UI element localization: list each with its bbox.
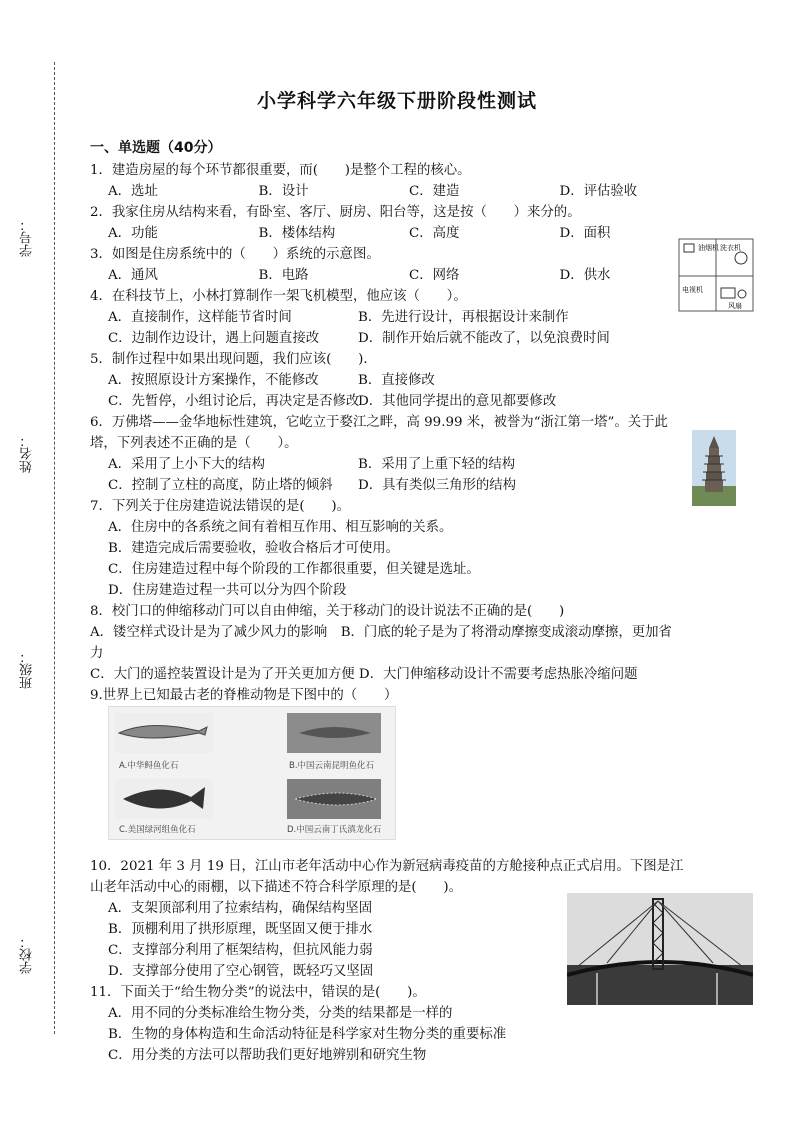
option-row bbox=[90, 223, 710, 244]
question-stem: 4．在科技节上，小林打算制作一架飞机模型，他应该（ ）。 bbox=[90, 289, 467, 304]
question-stem: 11．下面关于“给生物分类”的说法中，错误的是( )。 bbox=[90, 985, 426, 1000]
pagoda-photo bbox=[692, 430, 736, 506]
question-stem: 10．2021 年 3 月 19 日，江山市老年活动中心作为新冠病毒疫苗的方舱接种点正式启用。下图是江 bbox=[90, 859, 684, 874]
option-line[interactable]: C．大门的遥控装置设计是为了开关更加方便 D．大门伸缩移动设计不需要考虑热胀冷缩问题 bbox=[90, 667, 638, 682]
option[interactable]: A．选址 bbox=[108, 184, 158, 199]
option[interactable]: A．支架顶部利用了拉索结构，确保结构坚固 bbox=[108, 901, 373, 916]
class-label: 班级： bbox=[20, 650, 35, 689]
option-row bbox=[90, 181, 710, 202]
circuit-diagram-figure bbox=[676, 236, 756, 314]
option[interactable]: C．支撑部分利用了框架结构，但抗风能力弱 bbox=[108, 943, 373, 958]
option[interactable]: B．生物的身体构造和生命活动特征是科学家对生物分类的重要标准 bbox=[108, 1027, 507, 1042]
option-line[interactable]: 力 bbox=[90, 646, 104, 661]
question-stem: 7．下列关于住房建造说法错误的是( )。 bbox=[90, 499, 350, 514]
question-stem: 2．我家住房从结构来看，有卧室、客厅、厨房、阳台等，这是按（ ）来分的。 bbox=[90, 205, 581, 220]
option[interactable]: A．用不同的分类标准给生物分类，分类的结果都是一样的 bbox=[108, 1006, 453, 1021]
question-stem: 3．如图是住房系统中的（ ）系统的示意图。 bbox=[90, 247, 380, 262]
option[interactable]: C．边制作边设计，遇上问题直接改 bbox=[108, 331, 320, 346]
option[interactable]: A．直接制作，这样能节省时间 bbox=[108, 310, 292, 325]
school-label: 学校： bbox=[20, 935, 35, 974]
option[interactable]: A．住房中的各系统之间有着相互作用、相互影响的关系。 bbox=[108, 520, 453, 535]
canopy-photo bbox=[567, 893, 753, 1005]
option[interactable]: B．建造完成后需要验收，验收合格后才可使用。 bbox=[108, 541, 400, 556]
fossil-caption: B.中国云南昆明鱼化石 bbox=[289, 761, 375, 771]
option-row bbox=[90, 370, 710, 391]
page-title: 小学科学六年级下册阶段性测试 bbox=[256, 90, 537, 112]
option[interactable]: D．其他同学提出的意见都要修改 bbox=[358, 394, 557, 409]
option-row bbox=[90, 454, 710, 475]
binding-dashed-line bbox=[54, 62, 55, 1034]
option[interactable]: B．先进行设计，再根据设计来制作 bbox=[358, 310, 569, 325]
option[interactable]: B．顶棚利用了拱形原理，既坚固又便于排水 bbox=[108, 922, 373, 937]
option[interactable]: B．楼体结构 bbox=[258, 226, 336, 241]
fossil-caption: A.中华鲟鱼化石 bbox=[119, 761, 179, 771]
fossil-images bbox=[109, 707, 395, 839]
option[interactable]: A．按照原设计方案操作，不能修改 bbox=[108, 373, 319, 388]
option[interactable]: C．网络 bbox=[409, 268, 460, 283]
option[interactable]: A．功能 bbox=[108, 226, 158, 241]
question-stem: 6．万佛塔——金华地标性建筑，它屹立于婺江之畔，高 99.99 米，被誉为“浙江第一塔”。关于此 bbox=[90, 415, 668, 430]
option[interactable]: D．供水 bbox=[559, 268, 611, 283]
option-row bbox=[90, 307, 710, 328]
student-number-label: 学号： bbox=[20, 218, 35, 257]
option[interactable]: C．建造 bbox=[409, 184, 460, 199]
figure-label: 油烟机 bbox=[698, 244, 719, 252]
option-line[interactable]: A．镂空样式设计是为了减少风力的影响 B．门底的轮子是为了将滑动摩擦变成滚动摩擦，更加省 bbox=[90, 625, 672, 640]
option[interactable]: C．住房建造过程中每个阶段的工作都很重要，但关键是选址。 bbox=[108, 562, 480, 577]
question-stem-cont: 山老年活动中心的雨棚，以下描述不符合科学原理的是( )。 bbox=[90, 880, 462, 895]
figure-label: 电视机 bbox=[682, 286, 703, 294]
option-row bbox=[90, 475, 710, 496]
question-stem: 9.世界上已知最古老的脊椎动物是下图中的（ ） bbox=[90, 688, 398, 703]
option[interactable]: D．具有类似三角形的结构 bbox=[358, 478, 517, 493]
option[interactable]: D．制作开始后就不能改了，以免浪费时间 bbox=[358, 331, 610, 346]
figure-label: 洗衣机 bbox=[720, 244, 741, 252]
option[interactable]: D．支撑部分使用了空心钢管，既轻巧又坚固 bbox=[108, 964, 374, 979]
option[interactable]: B．设计 bbox=[258, 184, 309, 199]
option[interactable]: C．控制了立柱的高度，防止塔的倾斜 bbox=[108, 478, 333, 493]
fossil-caption: D.中国云南丁氏滇龙化石 bbox=[287, 825, 382, 835]
figure-label: 风扇 bbox=[728, 302, 742, 310]
fossil-figure bbox=[108, 706, 396, 840]
option[interactable]: C．高度 bbox=[409, 226, 460, 241]
option-row bbox=[90, 328, 710, 349]
option[interactable]: B．直接修改 bbox=[358, 373, 435, 388]
option[interactable]: B．电路 bbox=[258, 268, 309, 283]
option[interactable]: D．住房建造过程一共可以分为四个阶段 bbox=[108, 583, 347, 598]
option-row bbox=[90, 265, 710, 286]
student-name-label: 姓名： bbox=[20, 434, 35, 473]
option[interactable]: C．用分类的方法可以帮助我们更好地辨别和研究生物 bbox=[108, 1048, 427, 1063]
question-stem: 8．校门口的伸缩移动门可以自由伸缩，关于移动门的设计说法不正确的是( ) bbox=[90, 604, 565, 619]
option-row bbox=[90, 391, 710, 412]
option[interactable]: A．采用了上小下大的结构 bbox=[108, 457, 265, 472]
fossil-caption: C.美国绿河组鱼化石 bbox=[119, 825, 196, 835]
question-stem: 1．建造房屋的每个环节都很重要，而( )是整个工程的核心。 bbox=[90, 163, 471, 178]
question-stem-cont: 塔，下列表述不正确的是（ ）。 bbox=[90, 436, 298, 451]
option[interactable]: D．评估验收 bbox=[559, 184, 638, 199]
option[interactable]: D．面积 bbox=[559, 226, 611, 241]
option[interactable]: C．先暂停，小组讨论后，再决定是否修改 bbox=[108, 394, 360, 409]
option[interactable]: A．通风 bbox=[108, 268, 158, 283]
section-heading: 一、单选题（40分） bbox=[90, 140, 222, 156]
question-stem: 5．制作过程中如果出现问题，我们应该( )． bbox=[90, 352, 377, 367]
option[interactable]: B．采用了上重下轻的结构 bbox=[358, 457, 516, 472]
